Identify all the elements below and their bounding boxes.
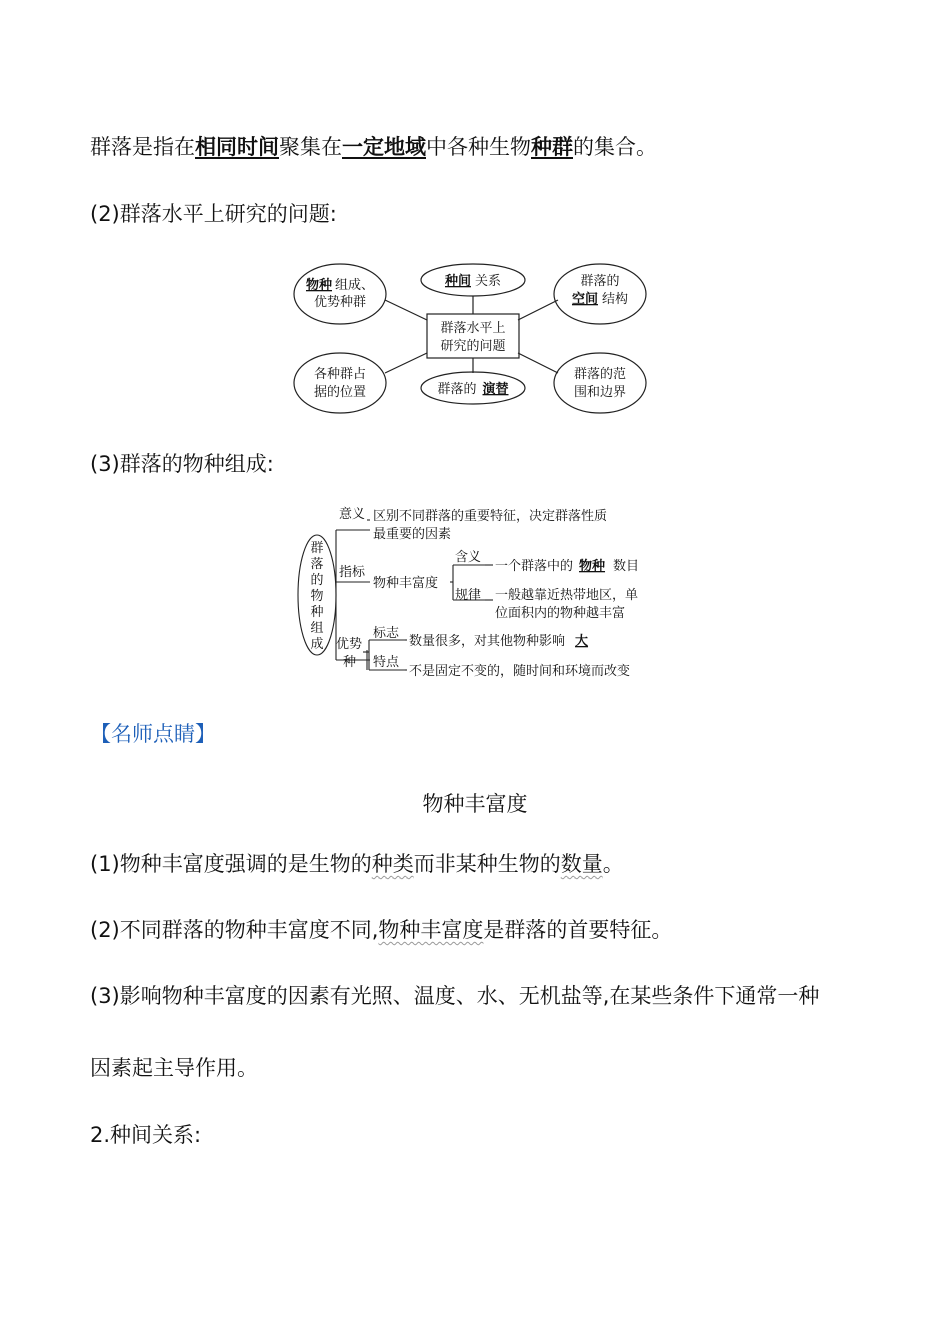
ellipse-population-position xyxy=(294,353,386,413)
community-questions-diagram xyxy=(290,258,660,418)
heading-community-level-questions: (2)群落水平上研究的问题: xyxy=(90,202,337,226)
tl-line2: 优势种群 xyxy=(313,295,367,310)
tip-title: 物种丰富度 xyxy=(422,792,528,816)
tip-1: (1)物种丰富度强调的是生物的种类而非某种生物的数量。 xyxy=(90,852,624,876)
ellipse-spatial-structure xyxy=(554,264,646,324)
guilv-text-2: 位面积内的物种越丰富 xyxy=(495,606,626,621)
label-yiyi: 意义 xyxy=(339,507,366,522)
tip-3-line-2: 因素起主导作用。 xyxy=(90,1056,258,1080)
label-fengfu: 物种丰富度 xyxy=(373,576,439,591)
tr-line1: 群落的 xyxy=(580,274,620,289)
root-char-4: 物 xyxy=(310,589,324,604)
br-line1: 群落的范 xyxy=(573,367,627,382)
tl-line1: 物种 组成、 xyxy=(305,278,375,293)
label-guilv: 规律 xyxy=(455,588,482,603)
root-char-2: 落 xyxy=(310,557,324,572)
tip-2: (2)不同群落的物种丰富度不同,物种丰富度是群落的首要特征。 xyxy=(90,918,673,942)
label-biaozhi: 标志 xyxy=(373,626,400,641)
heading-species-composition: (3)群落的物种组成: xyxy=(90,452,274,476)
root-char-5: 种 xyxy=(310,605,324,620)
biaozhi-text: 数量很多，对其他物种影响 大 xyxy=(409,634,589,649)
tedian-text: 不是固定不变的，随时间和环境而改变 xyxy=(409,664,631,679)
community-definition: 群落是指在相同时间聚集在一定地域中各种生物种群的集合。 xyxy=(90,135,657,159)
center-label-2: 研究的问题 xyxy=(440,339,506,354)
keyword-certain-area: 一定地域 xyxy=(342,135,426,159)
keyword-population: 种群 xyxy=(531,135,573,159)
root-char-7: 成 xyxy=(310,637,324,652)
root-char-3: 的 xyxy=(310,573,324,588)
tip-label: 【名师点睛】 xyxy=(90,722,216,746)
ellipse-interspecific-relation xyxy=(421,264,525,296)
tc-label: 种间 关系 xyxy=(444,274,502,289)
br-line2: 围和边界 xyxy=(573,385,627,400)
center-label-1: 群落水平上 xyxy=(440,321,506,336)
ellipse-range-boundary xyxy=(554,353,646,413)
section-interspecific-relations: 2.种间关系: xyxy=(90,1123,202,1147)
label-hanyi: 含义 xyxy=(455,550,482,565)
bl-line1: 各种群占 xyxy=(313,367,367,382)
root-char-6: 组 xyxy=(310,621,324,636)
ellipse-species-composition xyxy=(294,264,386,324)
yiyi-text-1: 区别不同群落的重要特征，决定群落性质 xyxy=(373,509,608,524)
root-char-1: 群 xyxy=(310,541,324,556)
label-zhibiao: 指标 xyxy=(339,565,366,580)
label-youshi-1: 优势 xyxy=(336,637,363,652)
bl-line2: 据的位置 xyxy=(313,385,367,400)
bc-label: 群落的 演替 xyxy=(437,382,509,397)
species-composition-diagram xyxy=(295,500,665,685)
tr-line2: 空间 结构 xyxy=(571,292,629,307)
label-youshi-2: 种 xyxy=(343,655,357,670)
label-tedian: 特点 xyxy=(373,655,400,670)
yiyi-text-2: 最重要的因素 xyxy=(373,527,452,542)
tip-3-line-1: (3)影响物种丰富度的因素有光照、温度、水、无机盐等,在某些条件下通常一种 xyxy=(90,984,820,1008)
hanyi-text: 一个群落中的 物种 数目 xyxy=(495,559,640,574)
guilv-text-1: 一般越靠近热带地区，单 xyxy=(495,588,639,603)
keyword-same-time: 相同时间 xyxy=(195,135,279,159)
